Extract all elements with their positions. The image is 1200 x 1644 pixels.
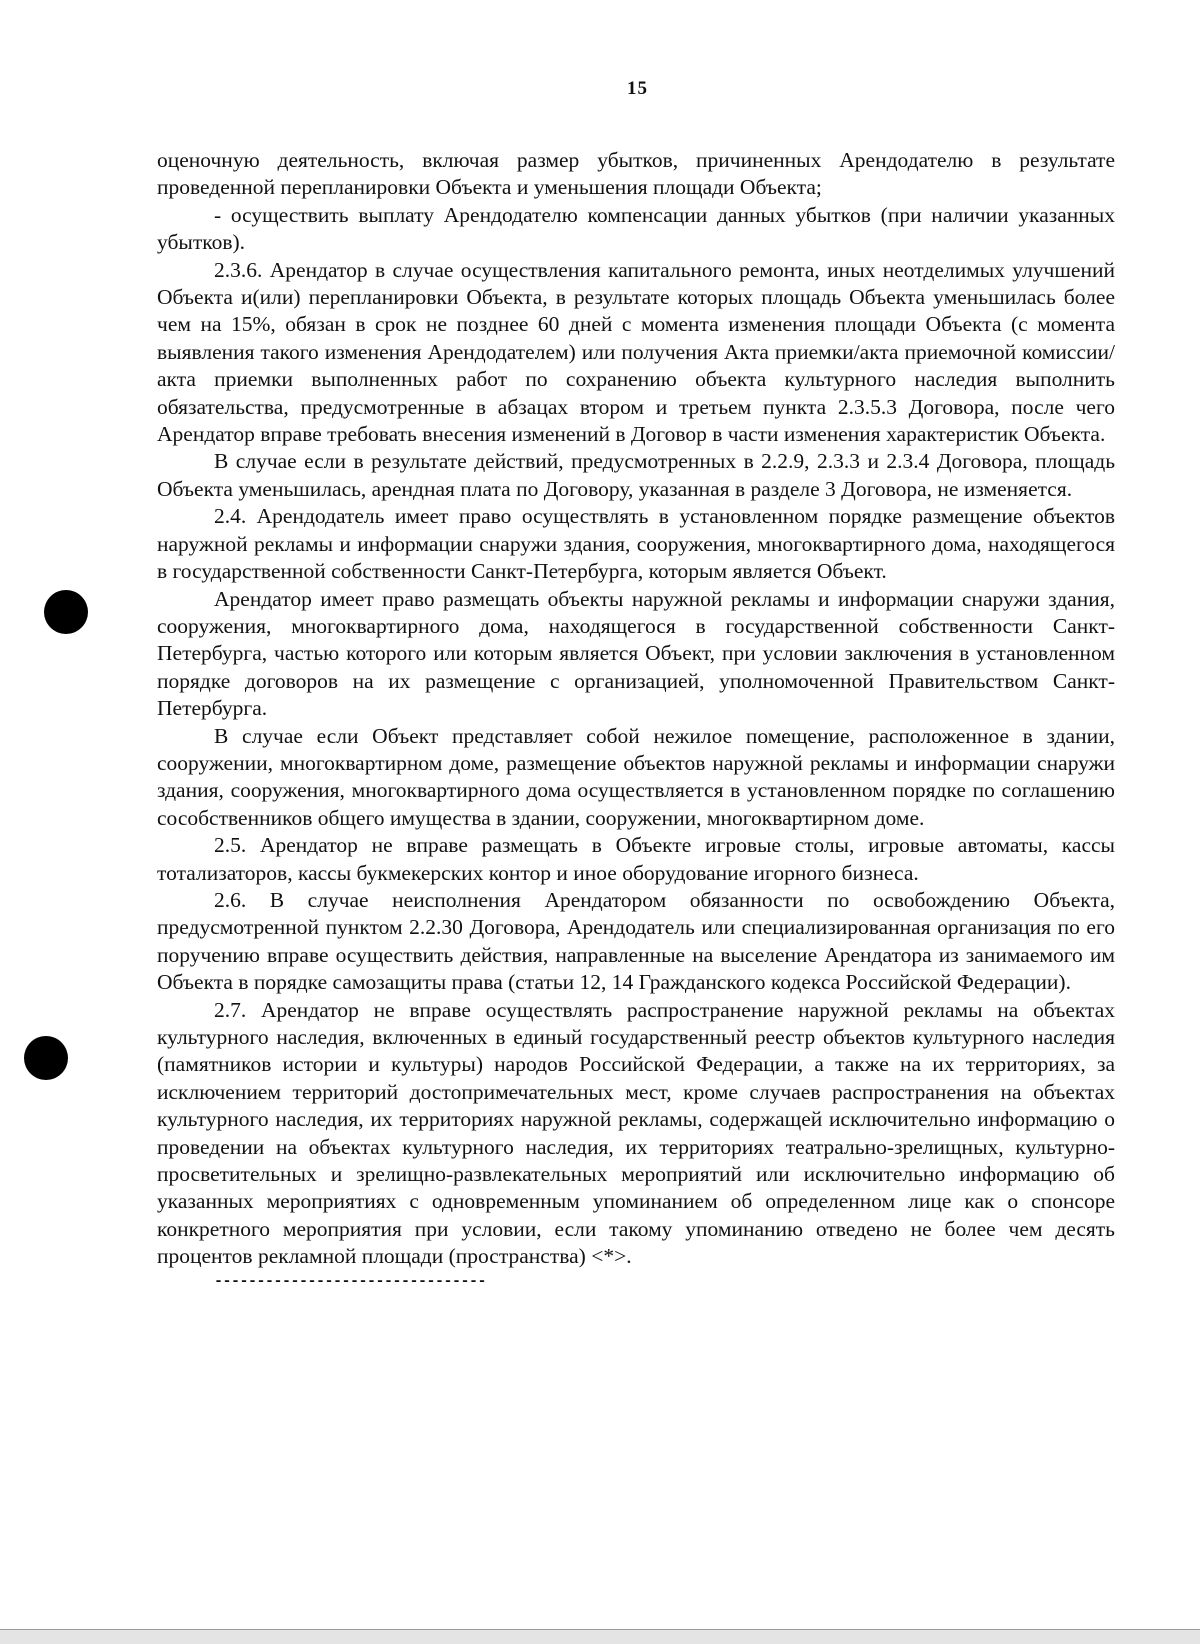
paragraph-nonresidential-premises: В случае если Объект представляет собой нежилое помещение, расположенное в здании, сооружении, многоквартирном доме, размещение объектов наружной рекламы и информации снаружи здания, сооружения, многоквартирного дома осуществляется в установленном порядке по соглашению сособственников общего имущества в здании, сооружении, многоквартирном доме. [157, 723, 1115, 830]
paragraph-2-7: 2.7. Арендатор не вправе осуществлять распространение наружной рекламы на объектах культурного наследия, включенных в единый государственный реестр объектов культурного наследия (памятников истории и культуры) народов Российской Федерации, а также на их территориях, за исключением территорий достопримечательных мест, кроме случаев распространения на объектах культурного наследия, их территориях наружной рекламы, содержащей исключительно информацию о проведении на объектах культурного наследия, их территориях театрально-зрелищных, культурно-просветительных и зрелищно-развлекательных мероприятий или исключительно информацию об указанных мероприятиях с одновременным упоминанием об определенном лице как о спонсоре конкретного мероприятия при условии, если такому упоминанию отведено не более чем десять процентов рекламной площади (пространства) <*>. [157, 997, 1115, 1269]
paragraph-2-5: 2.5. Арендатор не вправе размещать в Объекте игровые столы, игровые автоматы, кассы тотализаторов, кассы букмекерских контор и иное оборудование игорного бизнеса. [157, 833, 1115, 885]
paragraph-compensation: - осуществить выплату Арендодателю компенсации данных убытков (при наличии указанных убытков). [157, 202, 1115, 255]
paragraph-continuation: оценочную деятельность, включая размер убытков, причиненных Арендодателю в результате проведенной перепланировки Объекта и уменьшения площади Объекта; [157, 148, 1115, 200]
footnote-separator: -------------------------------- [214, 1272, 487, 1290]
paragraph-area-reduced: В случае если в результате действий, предусмотренных в 2.2.9, 2.3.3 и 2.3.4 Договора, площадь Объекта уменьшилась, арендная плата по Договору, указанная в разделе 3 Договора, не изменяется. [157, 449, 1115, 501]
paragraph-tenant-advertising: Арендатор имеет право размещать объекты наружной рекламы и информации снаружи здания, сооружения, многоквартирного дома, находящегося в государственной собственности Санкт-Петербурга, частью которого или которым является Объект, при условии заключения в установленном порядке договоров на их размещение с организацией, уполномоченной Правительством Санкт-Петербурга. [157, 586, 1115, 721]
paragraph-2-4: 2.4. Арендодатель имеет право осуществлять в установленном порядке размещение объектов наружной рекламы и информации снаружи здания, сооружения, многоквартирного дома, находящегося в государственной собственности Санкт-Петербурга, которым является Объект. [157, 504, 1115, 584]
paragraph-2-3-6: 2.3.6. Арендатор в случае осуществления капитального ремонта, иных неотделимых улучшений Объекта и(или) перепланировки Объекта, в результате которых площадь Объекта уменьшилась более чем на 15%, обязан в срок не позднее 60 дней с момента изменения площади Объекта (с момента выявления такого изменения Арендодателем) или получения Акта приемки/акта приемочной комиссии/акта приемки выполненных работ по сохранению объекта культурного наследия выполнить обязательства, предусмотренные в абзацах втором и третьем пункта 2.3.5.3 Договора, после чего Арендатор вправе требовать внесения изменений в Договор в части изменения характеристик Объекта. [157, 257, 1115, 447]
punch-hole-bottom [24, 1036, 68, 1080]
paragraph-2-6: 2.6. В случае неисполнения Арендатором обязанности по освобождению Объекта, предусмотренной пунктом 2.2.30 Договора, Арендодатель или специализированная организация по его поручению вправе осуществить действия, направленные на выселение Арендатора из занимаемого им Объекта в порядке самозащиты права (статьи 12, 14 Гражданского кодекса Российской Федерации). [157, 887, 1115, 995]
page-number: 15 [627, 78, 648, 99]
scan-bottom-edge [0, 1629, 1200, 1644]
punch-hole-top [44, 590, 88, 634]
document-body [157, 147, 1115, 1291]
